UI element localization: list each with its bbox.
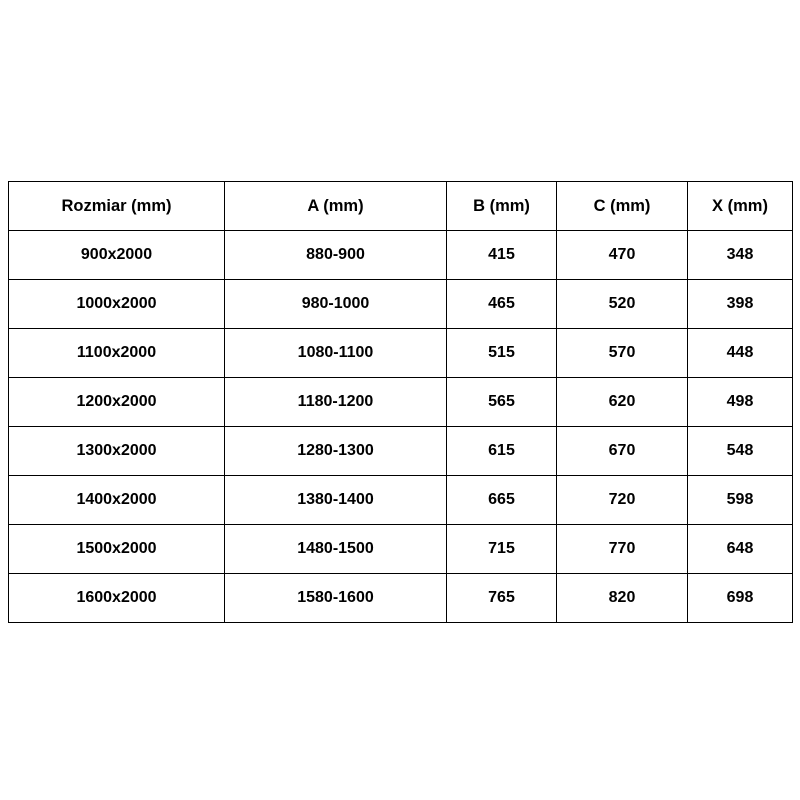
cell-b: 665: [447, 476, 557, 525]
table-row: [9, 427, 793, 476]
cell-c: 820: [557, 574, 688, 623]
cell-x: 698: [688, 574, 793, 623]
cell-x: 448: [688, 329, 793, 378]
cell-rozmiar: 1200x2000: [9, 378, 225, 427]
cell-x: 498: [688, 378, 793, 427]
cell-c: 720: [557, 476, 688, 525]
table-row: [9, 525, 793, 574]
cell-c: 570: [557, 329, 688, 378]
cell-rozmiar: 1400x2000: [9, 476, 225, 525]
table-row: [9, 378, 793, 427]
cell-b: 465: [447, 280, 557, 329]
table-header-row: [9, 182, 793, 231]
cell-rozmiar: 900x2000: [9, 231, 225, 280]
table-body: [9, 231, 793, 623]
column-header-x: X (mm): [688, 182, 793, 231]
cell-c: 470: [557, 231, 688, 280]
cell-x: 398: [688, 280, 793, 329]
column-header-rozmiar: Rozmiar (mm): [9, 182, 225, 231]
table-row: [9, 476, 793, 525]
table-row: [9, 231, 793, 280]
cell-x: 548: [688, 427, 793, 476]
cell-a: 1180-1200: [225, 378, 447, 427]
size-specification-table: [8, 181, 793, 623]
cell-c: 520: [557, 280, 688, 329]
cell-c: 620: [557, 378, 688, 427]
cell-rozmiar: 1100x2000: [9, 329, 225, 378]
column-header-a: A (mm): [225, 182, 447, 231]
cell-c: 670: [557, 427, 688, 476]
table-row: [9, 329, 793, 378]
cell-b: 515: [447, 329, 557, 378]
spec-table-container: [8, 181, 792, 623]
cell-rozmiar: 1600x2000: [9, 574, 225, 623]
cell-x: 348: [688, 231, 793, 280]
cell-a: 1480-1500: [225, 525, 447, 574]
cell-a: 1380-1400: [225, 476, 447, 525]
cell-x: 648: [688, 525, 793, 574]
cell-c: 770: [557, 525, 688, 574]
cell-rozmiar: 1300x2000: [9, 427, 225, 476]
cell-b: 565: [447, 378, 557, 427]
cell-b: 765: [447, 574, 557, 623]
cell-b: 715: [447, 525, 557, 574]
column-header-c: C (mm): [557, 182, 688, 231]
table-header: [9, 182, 793, 231]
column-header-b: B (mm): [447, 182, 557, 231]
cell-a: 1580-1600: [225, 574, 447, 623]
cell-a: 1080-1100: [225, 329, 447, 378]
table-row: [9, 280, 793, 329]
cell-rozmiar: 1000x2000: [9, 280, 225, 329]
cell-a: 1280-1300: [225, 427, 447, 476]
cell-rozmiar: 1500x2000: [9, 525, 225, 574]
cell-b: 415: [447, 231, 557, 280]
cell-a: 880-900: [225, 231, 447, 280]
cell-b: 615: [447, 427, 557, 476]
cell-x: 598: [688, 476, 793, 525]
cell-a: 980-1000: [225, 280, 447, 329]
table-row: [9, 574, 793, 623]
